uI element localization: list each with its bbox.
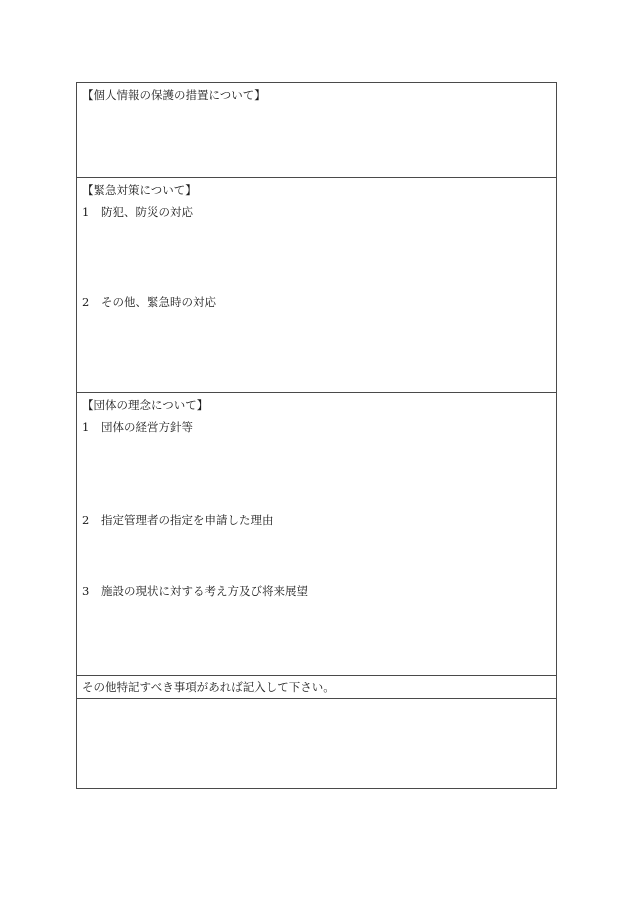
item-number: 1 bbox=[82, 205, 90, 219]
philosophy-item-reason bbox=[82, 513, 274, 527]
item-label: 指定管理者の指定を申請した理由 bbox=[101, 513, 274, 527]
emergency-item-other bbox=[82, 295, 216, 309]
philosophy-item-policy bbox=[82, 420, 193, 434]
philosophy-heading: 【団体の理念について】 bbox=[82, 398, 209, 412]
privacy-heading: 【個人情報の保護の措置について】 bbox=[82, 88, 266, 102]
item-number: 2 bbox=[82, 295, 90, 309]
section-emergency bbox=[77, 178, 556, 393]
item-number: 2 bbox=[82, 513, 90, 527]
item-label: 団体の経営方針等 bbox=[101, 420, 193, 434]
application-form bbox=[76, 82, 557, 789]
emergency-item-crime-disaster bbox=[82, 205, 193, 219]
section-philosophy bbox=[77, 393, 556, 676]
item-label: その他、緊急時の対応 bbox=[101, 295, 216, 309]
section-privacy bbox=[77, 83, 556, 178]
item-number: 1 bbox=[82, 420, 90, 434]
other-notes-entry-area[interactable] bbox=[77, 699, 556, 788]
item-label: 防犯、防災の対応 bbox=[101, 205, 193, 219]
philosophy-item-outlook bbox=[82, 584, 308, 598]
other-note-label: その他特記すべき事項があれば記入して下さい。 bbox=[82, 680, 335, 694]
section-other-note bbox=[77, 676, 556, 699]
emergency-heading: 【緊急対策について】 bbox=[82, 183, 197, 197]
item-number: 3 bbox=[82, 584, 90, 598]
item-label: 施設の現状に対する考え方及び将来展望 bbox=[101, 584, 308, 598]
